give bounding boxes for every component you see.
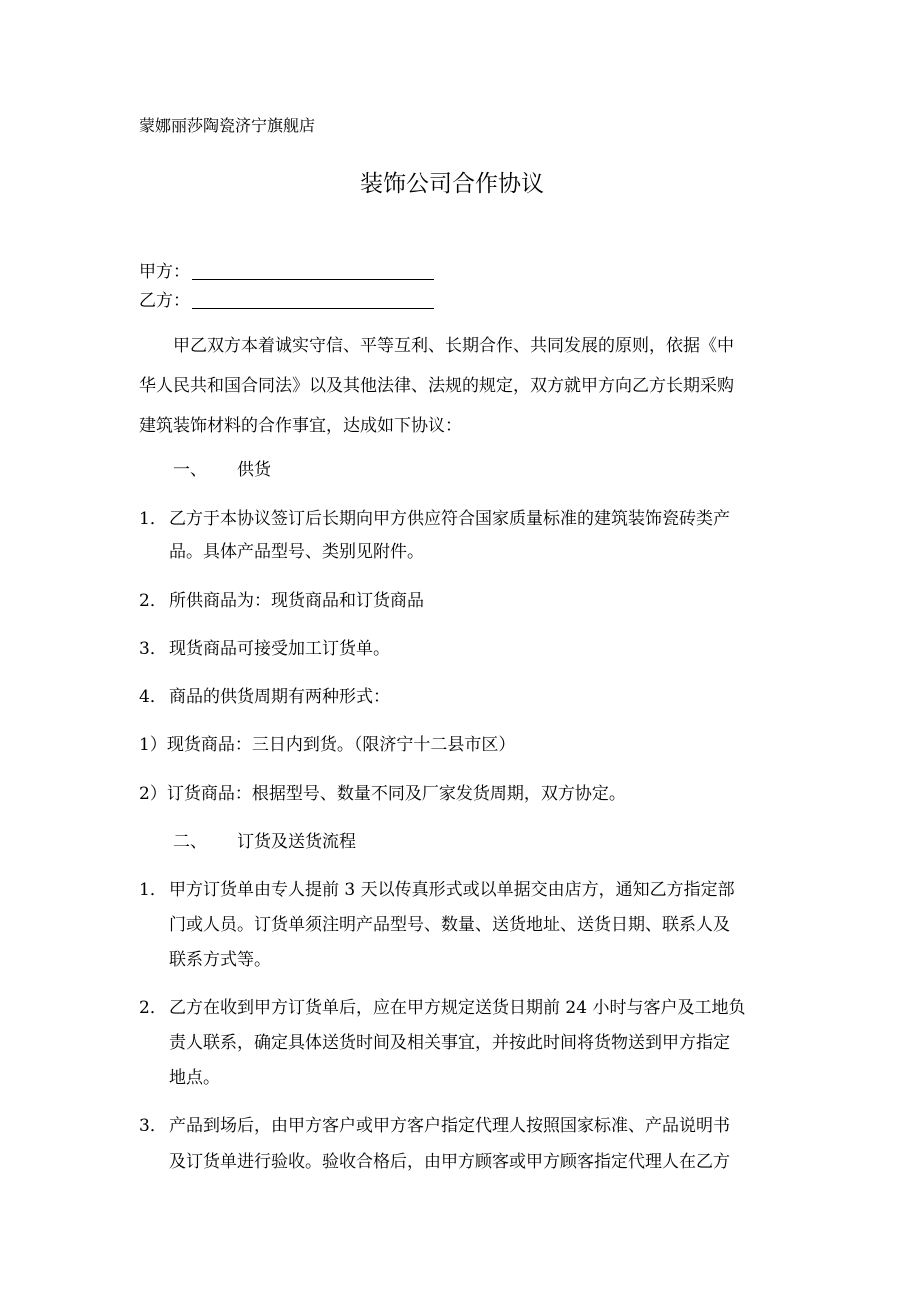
s2-item-1-number: 1．	[139, 880, 167, 900]
s1-item-2	[139, 589, 424, 613]
s1-item-1-number: 1．	[139, 509, 167, 529]
s1-sub-item-2-number: 2）	[139, 784, 167, 804]
s1-item-2-number: 2．	[139, 591, 167, 611]
section-1-number: 一、	[173, 460, 207, 480]
s1-sub-item-2-text: 订货商品：根据型号、数量不同及厂家发货周期，双方协定。	[166, 784, 626, 804]
s1-item-2-text: 所供商品为：现货商品和订货商品	[169, 591, 424, 611]
s1-sub-item-2	[139, 782, 626, 806]
intro-line-2: 华人民共和国合同法》以及其他法律、法规的规定，双方就甲方向乙方长期采购	[139, 376, 734, 396]
section-2-title: 订货及送货流程	[237, 832, 356, 852]
store-name-header: 蒙娜丽莎陶瓷济宁旗舰店	[139, 116, 316, 135]
s2-item-2-text: 乙方在收到甲方订货单后，应在甲方规定送货日期前 24 小时与客户及工地负	[169, 998, 746, 1018]
s2-item-1-line-1	[139, 878, 735, 902]
s1-item-1-text: 乙方于本协议签订后长期向甲方供应符合国家质量标准的建筑装饰瓷砖类产	[169, 509, 730, 529]
party-a-blank	[192, 262, 434, 280]
s2-item-1-line-3: 联系方式等。	[169, 950, 271, 970]
s1-sub-item-1-text: 现货商品：三日内到货。（限济宁十二县市区）	[166, 735, 516, 755]
s1-item-4-text: 商品的供货周期有两种形式：	[169, 687, 390, 707]
intro-line-1: 甲乙双方本着诚实守信、平等互利、长期合作、共同发展的原则，依据《中	[173, 336, 734, 356]
s2-item-3-line-1	[139, 1114, 730, 1138]
s2-item-1-text: 甲方订货单由专人提前 3 天以传真形式或以单据交由店方，通知乙方指定部	[169, 880, 735, 900]
section-1-heading	[173, 458, 271, 482]
s1-item-4	[139, 685, 390, 709]
s2-item-2-number: 2．	[139, 998, 167, 1018]
s1-item-1-line-1	[139, 507, 730, 531]
section-2-heading	[173, 830, 356, 854]
party-b-blank	[192, 291, 434, 309]
intro-line-3: 建筑装饰材料的合作事宜，达成如下协议：	[139, 416, 462, 436]
page-title: 装饰公司合作协议	[360, 171, 544, 197]
party-b-label: 乙方：	[139, 291, 190, 311]
section-2-number: 二、	[173, 832, 207, 852]
party-a-label: 甲方：	[139, 262, 190, 282]
s2-item-2-line-3: 地点。	[169, 1068, 220, 1088]
s1-sub-item-1	[139, 733, 515, 757]
s2-item-2-line-1	[139, 996, 745, 1020]
s2-item-3-text: 产品到场后，由甲方客户或甲方客户指定代理人按照国家标准、产品说明书	[169, 1116, 730, 1136]
party-b-line	[139, 289, 434, 313]
party-a-line	[139, 260, 434, 284]
section-1-title: 供货	[237, 460, 271, 480]
s1-item-4-number: 4．	[139, 687, 167, 707]
s1-item-1-line-2: 品。具体产品型号、类别见附件。	[169, 542, 424, 562]
s2-item-3-line-2: 及订货单进行验收。验收合格后，由甲方顾客或甲方顾客指定代理人在乙方	[169, 1152, 730, 1172]
s2-item-3-number: 3．	[139, 1116, 167, 1136]
s2-item-1-line-2: 门或人员。订货单须注明产品型号、数量、送货地址、送货日期、联系人及	[169, 915, 730, 935]
s1-item-3	[139, 637, 390, 661]
s1-item-3-text: 现货商品可接受加工订货单。	[169, 639, 390, 659]
s1-sub-item-1-number: 1）	[139, 735, 167, 755]
s1-item-3-number: 3．	[139, 639, 167, 659]
s2-item-2-line-2: 责人联系，确定具体送货时间及相关事宜，并按此时间将货物送到甲方指定	[169, 1033, 730, 1053]
